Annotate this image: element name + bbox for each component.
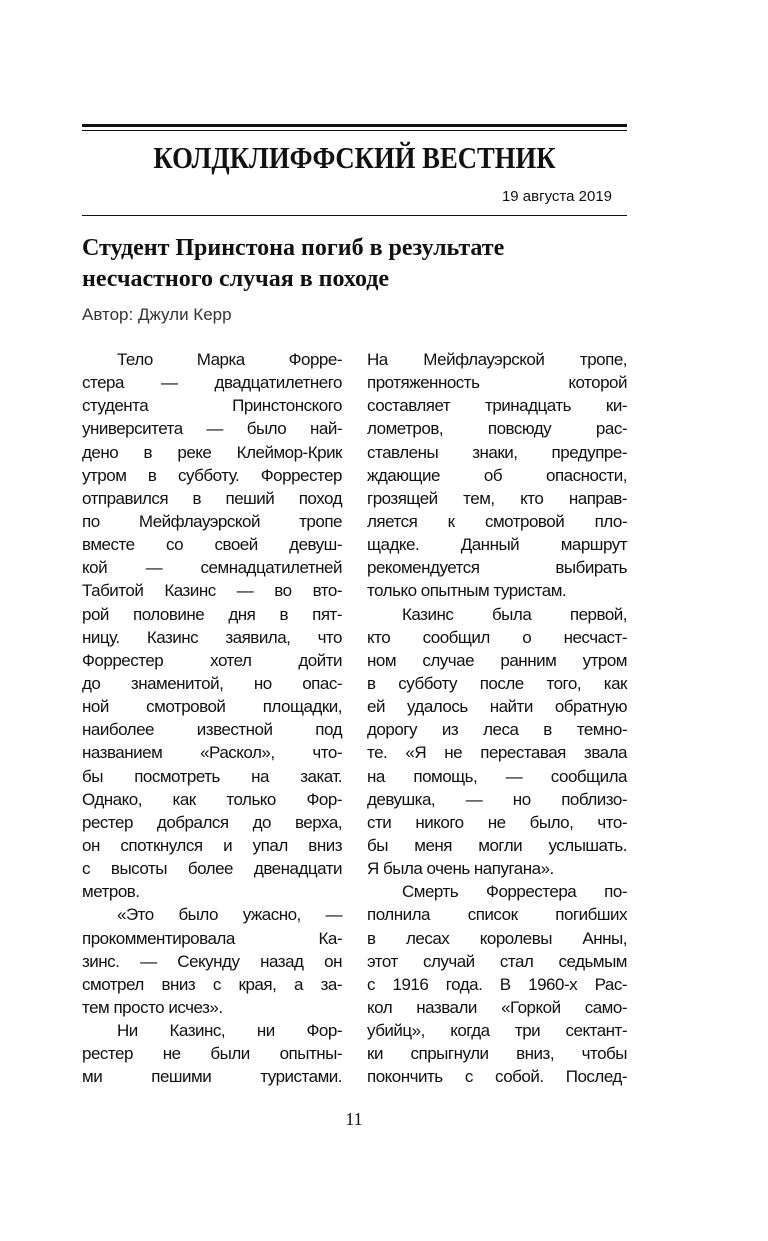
text-line: Табитой Казинс — во вто- <box>82 581 342 601</box>
text-line: кол назвали «Горкой само- <box>367 997 627 1017</box>
text-line: отправился в пеший поход <box>82 488 342 508</box>
text-line: бы меня могли услышать. <box>367 835 627 855</box>
text-line: названием «Раскол», что- <box>82 743 342 763</box>
masthead-top-rule-thick <box>82 124 627 127</box>
text-line: ми пешими туристами. <box>82 1067 342 1087</box>
text-line: ждающие об опасности, <box>367 465 627 485</box>
text-line: прокомментировала Ка- <box>82 928 342 948</box>
text-line: Смерть Форрестера по- <box>402 882 627 902</box>
headline-line: Студент Принстона погиб в результате <box>82 235 505 261</box>
text-line: университета — было най- <box>82 419 342 439</box>
article-headline <box>82 233 627 295</box>
text-line: протяженность которой <box>367 373 627 393</box>
text-line: Тело Марка Форре- <box>117 350 342 369</box>
text-line: вместе со своей девуш- <box>82 535 342 555</box>
text-line: «Это было ужасно, — <box>117 905 342 925</box>
masthead-top-rule-thin <box>82 130 627 131</box>
text-line: смотрел вниз с края, а за- <box>82 974 342 994</box>
text-line: Казинс была первой, <box>402 604 627 624</box>
text-line: ной смотровой площадки, <box>82 697 342 717</box>
text-line: Однако, как только Фор- <box>82 789 342 809</box>
text-line: только опытным туристам. <box>367 581 567 601</box>
text-line: он споткнулся и упал вниз <box>82 835 342 855</box>
text-line: Я была очень напугана». <box>367 859 554 879</box>
text-line: лометров, повсюду рас- <box>367 419 627 439</box>
text-line: дено в реке Клеймор-Крик <box>82 442 342 462</box>
text-line: наиболее известной под <box>82 720 342 740</box>
text-line: полнила список погибших <box>367 905 627 925</box>
text-line: рестер не были опытны- <box>82 1044 342 1064</box>
text-line: с 1916 года. В 1960-х Рас- <box>367 974 627 994</box>
text-line: дорогу из леса в темно- <box>367 720 627 740</box>
article-right-column <box>367 348 627 1089</box>
text-line: убийц», когда три сектант- <box>367 1021 627 1041</box>
headline-line: несчастного случая в походе <box>82 266 390 292</box>
text-line: бы посмотреть на закат. <box>82 766 342 786</box>
text-line: до знаменитой, но опас- <box>82 673 342 693</box>
text-line: ки спрыгнули вниз, чтобы <box>367 1044 627 1064</box>
text-line: тем просто исчез». <box>82 997 223 1017</box>
page-number: 11 <box>345 1109 363 1129</box>
text-line: утром в субботу. Форрестер <box>82 465 342 485</box>
text-line: грозящей тем, кто направ- <box>367 488 627 508</box>
text-line: девушка, — но поблизо- <box>367 789 627 809</box>
article-left-column <box>82 348 342 1089</box>
text-line: сти никого не было, что- <box>367 812 627 832</box>
text-line: рой половине дня в пят- <box>82 604 342 624</box>
newspaper-title: КОЛДКЛИФФСКИЙ ВЕСТНИК <box>153 140 556 175</box>
text-line: ницу. Казинс заявила, что <box>82 627 342 647</box>
text-line: На Мейфлауэрской тропе, <box>367 350 627 369</box>
masthead-bottom-rule <box>82 215 627 216</box>
text-line: щадке. Данный маршрут <box>367 535 627 555</box>
text-line: покончить с собой. Послед- <box>367 1067 627 1087</box>
text-line: студента Принстонского <box>82 396 342 416</box>
issue-date: 19 августа 2019 <box>501 188 612 205</box>
text-line: ляется к смотровой пло- <box>367 511 627 531</box>
text-line: в субботу после того, как <box>367 673 627 693</box>
text-line: в лесах королевы Анны, <box>367 928 627 948</box>
text-line: те. «Я не переставая звала <box>367 743 627 763</box>
text-line: ставлены знаки, предупре- <box>367 442 627 462</box>
text-line: с высоты более двенадцати <box>82 859 342 879</box>
text-line: по Мейфлауэрской тропе <box>82 511 342 531</box>
text-line: Ни Казинс, ни Фор- <box>117 1021 342 1041</box>
text-line: ей удалось найти обратную <box>367 697 627 717</box>
text-line: ном случае ранним утром <box>367 650 627 670</box>
text-line: этот случай стал седьмым <box>367 951 627 971</box>
text-line: на помощь, — сообщила <box>367 766 627 786</box>
text-line: кой — семнадцатилетней <box>82 558 342 578</box>
text-line: составляет тринадцать ки- <box>367 396 627 416</box>
text-line: рестер добрался до верха, <box>82 812 342 832</box>
text-line: Форрестер хотел дойти <box>82 650 342 670</box>
article-author: Автор: Джули Керр <box>82 305 232 324</box>
text-line: рекомендуется выбирать <box>367 558 627 578</box>
text-line: зинс. — Секунду назад он <box>82 951 342 971</box>
text-line: стера — двадцатилетнего <box>82 373 342 393</box>
text-line: кто сообщил о несчаст- <box>367 627 627 647</box>
text-line: метров. <box>82 882 140 902</box>
